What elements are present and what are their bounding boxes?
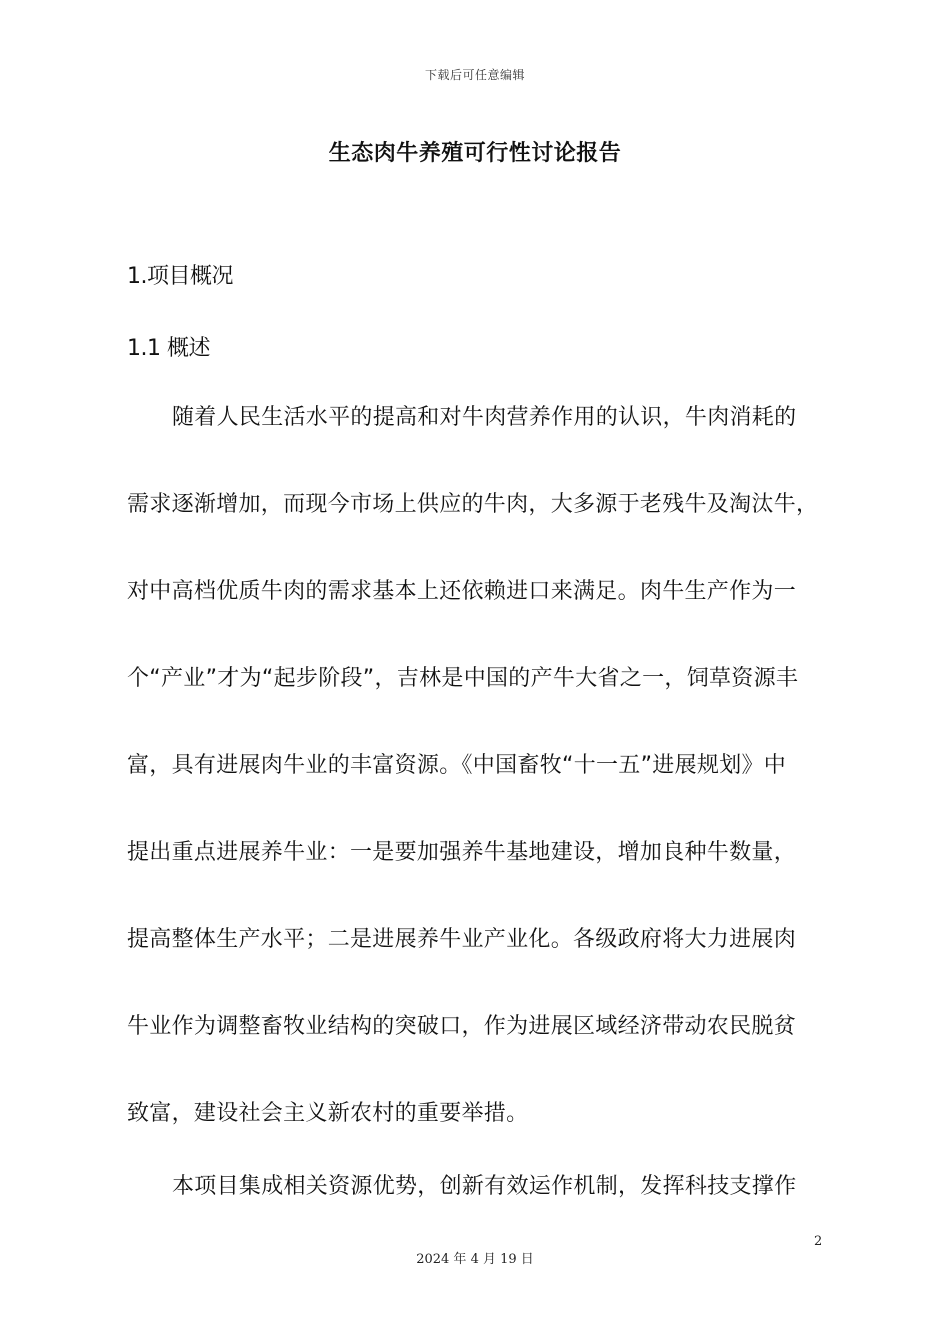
paragraph-1-line: 提高整体生产水平；二是进展养牛业产业化。各级政府将大力进展肉 <box>127 927 797 952</box>
paragraph-1-line: 提出重点进展养牛业：一是要加强养牛基地建设，增加良种牛数量， <box>127 840 797 865</box>
body-text <box>127 398 827 1254</box>
document-title: 生态肉牛养殖可行性讨论报告 <box>328 141 622 166</box>
paragraph-1-line: 需求逐渐增加，而现今市场上供应的牛肉，大多源于老残牛及淘汰牛， <box>127 492 819 517</box>
subsection-heading: 1.1 概述 <box>127 336 210 361</box>
paragraph-1-line: 致富，建设社会主义新农村的重要举措。 <box>127 1101 529 1126</box>
paragraph-2-line: 本项目集成相关资源优势，创新有效运作机制，发挥科技支撑作 <box>172 1174 797 1199</box>
footer-date: 2024 年 4 月 19 日 <box>416 1252 534 1267</box>
paragraph-1-line: 牛业作为调整畜牧业结构的突破口，作为进展区域经济带动农民脱贫 <box>127 1014 797 1039</box>
section-heading: 1.项目概况 <box>127 264 233 289</box>
page-number: 2 <box>814 1234 823 1249</box>
paragraph-1-line: 富，具有进展肉牛业的丰富资源。《中国畜牧“十一五”进展规划》中 <box>127 753 787 778</box>
header-note: 下载后可任意编辑 <box>424 68 525 82</box>
paragraph-1-line: 对中高档优质牛肉的需求基本上还依赖进口来满足。肉牛生产作为一 <box>127 579 797 604</box>
paragraph-1-line: 随着人民生活水平的提高和对牛肉营养作用的认识，牛肉消耗的 <box>172 405 797 430</box>
paragraph-1-line: 个“产业”才为“起步阶段”，吉林是中国的产牛大省之一，饲草资源丰 <box>127 666 799 691</box>
